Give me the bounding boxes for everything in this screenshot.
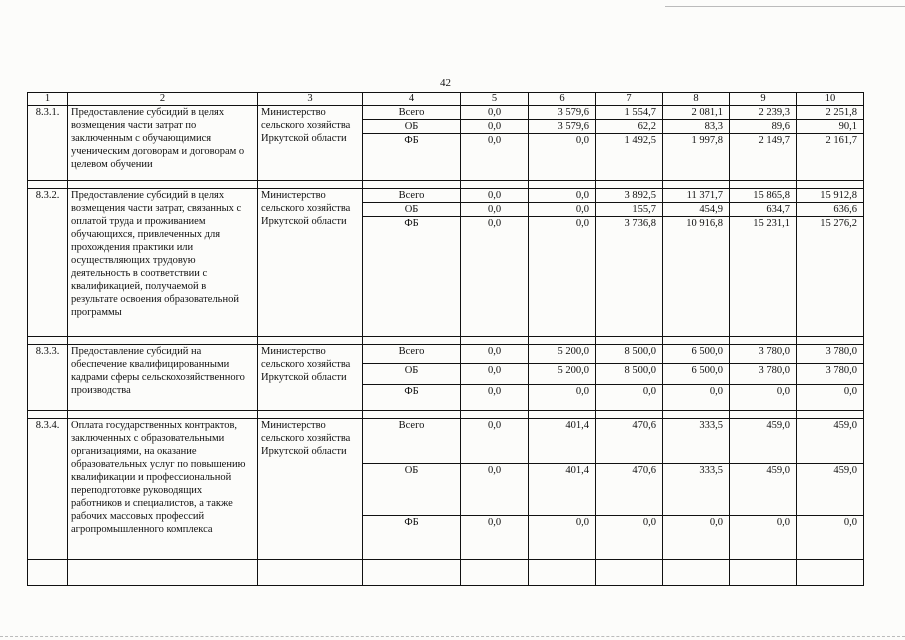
value-cell: 2 081,1 — [663, 106, 730, 120]
value-cell: 0,0 — [461, 385, 529, 411]
value-cell: 5 200,0 — [529, 364, 596, 385]
value-cell: 6 500,0 — [663, 364, 730, 385]
value-cell: 0,0 — [529, 189, 596, 203]
value-cell: 470,6 — [596, 419, 663, 464]
spacer-row — [28, 560, 864, 586]
empty-cell — [68, 337, 258, 345]
value-cell: 0,0 — [461, 419, 529, 464]
empty-cell — [596, 560, 663, 586]
funding-source: ОБ — [363, 364, 461, 385]
value-cell: 0,0 — [797, 516, 864, 560]
empty-cell — [663, 411, 730, 419]
value-cell: 0,0 — [461, 464, 529, 516]
table-row — [28, 345, 864, 364]
empty-cell — [461, 181, 529, 189]
empty-cell — [596, 337, 663, 345]
empty-cell — [730, 337, 797, 345]
value-cell: 90,1 — [797, 120, 864, 134]
value-cell: 0,0 — [461, 106, 529, 120]
value-cell: 454,9 — [663, 203, 730, 217]
value-cell: 0,0 — [461, 345, 529, 364]
empty-cell — [797, 411, 864, 419]
value-cell: 636,6 — [797, 203, 864, 217]
header-cell: 10 — [797, 93, 864, 106]
value-cell: 0,0 — [529, 385, 596, 411]
value-cell: 0,0 — [461, 203, 529, 217]
header-cell: 9 — [730, 93, 797, 106]
funding-source: ФБ — [363, 217, 461, 337]
value-cell: 2 251,8 — [797, 106, 864, 120]
empty-cell — [258, 560, 363, 586]
empty-cell — [529, 411, 596, 419]
empty-cell — [461, 560, 529, 586]
value-cell: 2 239,3 — [730, 106, 797, 120]
value-cell: 3 579,6 — [529, 106, 596, 120]
empty-cell — [28, 337, 68, 345]
table-row — [28, 189, 864, 203]
empty-cell — [363, 560, 461, 586]
value-cell: 401,4 — [529, 419, 596, 464]
empty-cell — [596, 411, 663, 419]
value-cell: 459,0 — [730, 464, 797, 516]
header-cell: 6 — [529, 93, 596, 106]
value-cell: 3 780,0 — [797, 345, 864, 364]
funding-source: ФБ — [363, 134, 461, 181]
value-cell: 155,7 — [596, 203, 663, 217]
value-cell: 3 736,8 — [596, 217, 663, 337]
page-number: 42 — [440, 77, 451, 89]
value-cell: 3 780,0 — [730, 364, 797, 385]
value-cell: 333,5 — [663, 464, 730, 516]
value-cell: 0,0 — [730, 516, 797, 560]
row-description: Предоставление субсидий в целях возмещения части затрат, связанных с оплатой труда и проживанием обучающихся, привлеченных для прохождения практики или осуществляющих трудовую деятельность в соответствии с квалификацией, получаемой в результате освоения образовательной программы — [68, 189, 258, 337]
row-description: Предоставление субсидий на обеспечение квалифицированными кадрами сферы сельскохозяйственного производства — [68, 345, 258, 411]
empty-cell — [596, 181, 663, 189]
value-cell: 5 200,0 — [529, 345, 596, 364]
empty-cell — [258, 411, 363, 419]
empty-cell — [730, 181, 797, 189]
empty-cell — [461, 337, 529, 345]
value-cell: 401,4 — [529, 464, 596, 516]
value-cell: 470,6 — [596, 464, 663, 516]
value-cell: 15 231,1 — [730, 217, 797, 337]
empty-cell — [363, 337, 461, 345]
empty-cell — [28, 181, 68, 189]
empty-cell — [797, 337, 864, 345]
empty-cell — [68, 560, 258, 586]
value-cell: 3 780,0 — [730, 345, 797, 364]
empty-cell — [461, 411, 529, 419]
funding-source: ФБ — [363, 516, 461, 560]
header-cell: 7 — [596, 93, 663, 106]
empty-cell — [28, 560, 68, 586]
empty-cell — [258, 337, 363, 345]
value-cell: 15 912,8 — [797, 189, 864, 203]
funding-source: ОБ — [363, 120, 461, 134]
funding-source: Всего — [363, 106, 461, 120]
value-cell: 0,0 — [461, 134, 529, 181]
empty-cell — [730, 411, 797, 419]
scan-artifact-top — [665, 0, 905, 7]
row-code: 8.3.3. — [28, 345, 68, 411]
value-cell: 0,0 — [461, 120, 529, 134]
funding-source: Всего — [363, 345, 461, 364]
header-cell: 4 — [363, 93, 461, 106]
value-cell: 459,0 — [797, 419, 864, 464]
funding-source: ФБ — [363, 385, 461, 411]
value-cell: 634,7 — [730, 203, 797, 217]
empty-cell — [663, 337, 730, 345]
value-cell: 2 161,7 — [797, 134, 864, 181]
row-description: Оплата государственных контрактов, заключенных с образовательными организациями, на оказание образовательных услуг по повышению квалификации и профессиональной переподготовке руководящих работников и специалистов, а также рабочих массовых профессий агропромышленного комплекса — [68, 419, 258, 560]
row-code: 8.3.1. — [28, 106, 68, 181]
row-executor: Министерство сельского хозяйства Иркутской области — [258, 106, 363, 181]
value-cell: 0,0 — [596, 385, 663, 411]
value-cell: 0,0 — [461, 189, 529, 203]
empty-cell — [68, 411, 258, 419]
spacer-row — [28, 411, 864, 419]
value-cell: 8 500,0 — [596, 345, 663, 364]
value-cell: 1 492,5 — [596, 134, 663, 181]
row-code: 8.3.2. — [28, 189, 68, 337]
header-cell: 8 — [663, 93, 730, 106]
value-cell: 11 371,7 — [663, 189, 730, 203]
value-cell: 1 554,7 — [596, 106, 663, 120]
value-cell: 0,0 — [461, 516, 529, 560]
value-cell: 8 500,0 — [596, 364, 663, 385]
value-cell: 3 892,5 — [596, 189, 663, 203]
value-cell: 15 276,2 — [797, 217, 864, 337]
funding-source: Всего — [363, 419, 461, 464]
value-cell: 0,0 — [529, 516, 596, 560]
financing-table — [27, 92, 864, 586]
row-code: 8.3.4. — [28, 419, 68, 560]
empty-cell — [529, 337, 596, 345]
value-cell: 333,5 — [663, 419, 730, 464]
scan-artifact-bottom — [0, 636, 905, 638]
empty-cell — [663, 181, 730, 189]
value-cell: 83,3 — [663, 120, 730, 134]
empty-cell — [363, 411, 461, 419]
funding-source: ОБ — [363, 464, 461, 516]
empty-cell — [529, 181, 596, 189]
value-cell: 3 579,6 — [529, 120, 596, 134]
empty-cell — [28, 411, 68, 419]
value-cell: 6 500,0 — [663, 345, 730, 364]
table-row — [28, 106, 864, 120]
empty-cell — [797, 181, 864, 189]
value-cell: 0,0 — [529, 217, 596, 337]
value-cell: 0,0 — [461, 217, 529, 337]
header-cell: 1 — [28, 93, 68, 106]
row-executor: Министерство сельского хозяйства Иркутской области — [258, 189, 363, 337]
value-cell: 0,0 — [596, 516, 663, 560]
value-cell: 0,0 — [797, 385, 864, 411]
empty-cell — [730, 560, 797, 586]
header-cell: 5 — [461, 93, 529, 106]
value-cell: 0,0 — [461, 364, 529, 385]
value-cell: 459,0 — [797, 464, 864, 516]
value-cell: 62,2 — [596, 120, 663, 134]
empty-cell — [68, 181, 258, 189]
value-cell: 89,6 — [730, 120, 797, 134]
header-cell: 3 — [258, 93, 363, 106]
funding-source: Всего — [363, 189, 461, 203]
value-cell: 0,0 — [730, 385, 797, 411]
value-cell: 15 865,8 — [730, 189, 797, 203]
empty-cell — [258, 181, 363, 189]
value-cell: 0,0 — [529, 203, 596, 217]
row-executor: Министерство сельского хозяйства Иркутской области — [258, 345, 363, 411]
empty-cell — [363, 181, 461, 189]
row-executor: Министерство сельского хозяйства Иркутской области — [258, 419, 363, 560]
row-description: Предоставление субсидий в целях возмещения части затрат по заключенным с обучающимися ученическим договорам и договорам о целевом обучении — [68, 106, 258, 181]
value-cell: 0,0 — [529, 134, 596, 181]
value-cell: 0,0 — [663, 385, 730, 411]
value-cell: 0,0 — [663, 516, 730, 560]
spacer-row — [28, 181, 864, 189]
value-cell: 1 997,8 — [663, 134, 730, 181]
value-cell: 10 916,8 — [663, 217, 730, 337]
empty-cell — [663, 560, 730, 586]
value-cell: 459,0 — [730, 419, 797, 464]
header-cell: 2 — [68, 93, 258, 106]
empty-cell — [529, 560, 596, 586]
funding-source: ОБ — [363, 203, 461, 217]
value-cell: 2 149,7 — [730, 134, 797, 181]
spacer-row — [28, 337, 864, 345]
value-cell: 3 780,0 — [797, 364, 864, 385]
header-row — [28, 93, 864, 106]
table-row — [28, 419, 864, 464]
empty-cell — [797, 560, 864, 586]
